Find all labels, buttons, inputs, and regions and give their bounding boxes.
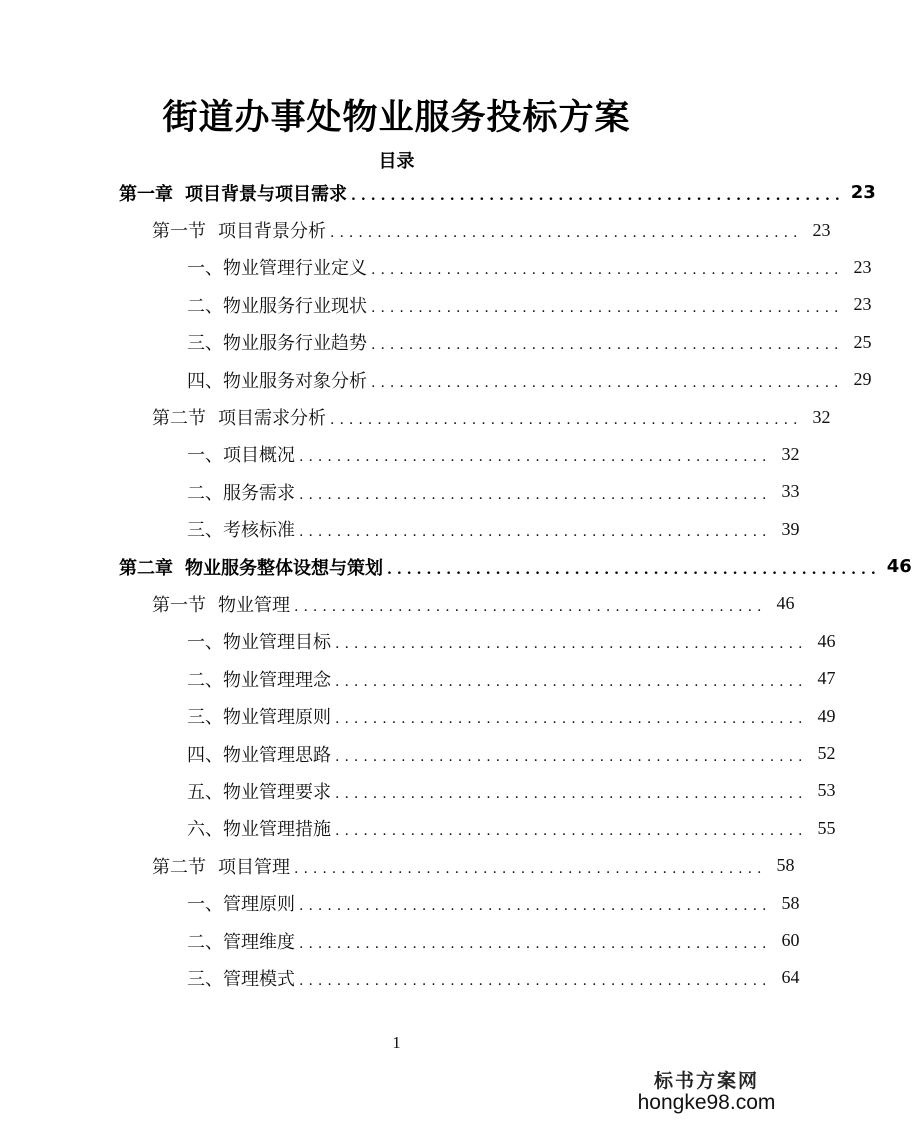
toc-entry-item[interactable] xyxy=(0,623,836,660)
toc-leader-dots: .................................................. xyxy=(371,262,844,279)
toc-entry-item[interactable] xyxy=(0,660,836,697)
toc-entry-item[interactable] xyxy=(0,772,836,809)
toc-entry-label: 三、管理模式 xyxy=(187,968,295,990)
toc-entry-item[interactable] xyxy=(0,473,800,510)
toc-leader-dots: .................................................. xyxy=(299,898,772,915)
toc-entry-label: 五、物业管理要求 xyxy=(187,781,331,803)
toc-leader-dots: .................................................. xyxy=(294,598,767,615)
toc-entry-item[interactable] xyxy=(0,361,872,398)
toc-entry-page: 49 xyxy=(817,705,836,726)
watermark-text: 标书方案网 xyxy=(653,1070,759,1092)
toc-entry-item[interactable] xyxy=(0,735,836,772)
toc-entry-page: 60 xyxy=(781,930,800,950)
watermark-url: hongke98.com xyxy=(637,1091,776,1114)
toc-entry-page: 58 xyxy=(776,855,795,876)
toc-entry-label: 二、管理维度 xyxy=(187,931,295,953)
toc-entry-chapter[interactable] xyxy=(0,548,912,585)
toc-entry-page: 23 xyxy=(850,182,876,204)
toc-entry-label: 第二节 项目管理 xyxy=(152,856,290,878)
toc-entry-label: 三、考核标准 xyxy=(187,520,295,542)
toc-entry-label: 二、物业服务行业现状 xyxy=(187,295,367,317)
toc-entry-page: 33 xyxy=(781,481,800,502)
toc-entry-label: 四、物业管理思路 xyxy=(187,744,331,766)
watermark-logo xyxy=(634,1066,779,1115)
toc-leader-dots: .................................................. xyxy=(335,785,808,802)
toc-entry-label: 三、物业服务行业趋势 xyxy=(187,333,367,355)
toc-entry-label: 一、物业管理行业定义 xyxy=(187,258,367,280)
toc-entry-page: 29 xyxy=(853,369,872,390)
toc-entry-page: 23 xyxy=(853,294,872,315)
toc-leader-dots: .................................................. xyxy=(335,748,808,765)
toc-entry-page: 46 xyxy=(776,593,795,614)
toc-entry-label: 一、物业管理目标 xyxy=(187,632,331,654)
toc-entry-page: 46 xyxy=(886,556,912,578)
toc-entry-chapter[interactable] xyxy=(0,174,876,211)
toc-entry-page: 52 xyxy=(817,743,836,764)
toc-leader-dots: .................................................. xyxy=(299,524,772,541)
toc-entry-label: 二、服务需求 xyxy=(187,482,295,504)
document-title: 街道办事处物业服务投标方案 xyxy=(162,98,631,138)
toc-leader-dots: .................................................. xyxy=(371,299,844,316)
toc-leader-dots: .................................................. xyxy=(335,823,808,840)
table-of-contents xyxy=(0,174,912,997)
toc-entry-label: 六、物业管理措施 xyxy=(187,819,331,841)
toc-heading: 目录 xyxy=(378,151,415,172)
toc-entry-page: 23 xyxy=(812,219,831,240)
toc-entry-page: 39 xyxy=(781,518,800,539)
toc-entry-item[interactable] xyxy=(0,511,800,548)
toc-entry-section[interactable] xyxy=(0,398,831,435)
toc-leader-dots: .................................................. xyxy=(335,673,808,690)
toc-leader-dots: .................................................. xyxy=(335,636,808,653)
toc-entry-item[interactable] xyxy=(0,959,800,996)
toc-entry-page: 47 xyxy=(817,668,836,689)
toc-leader-dots: .................................................. xyxy=(299,449,772,466)
toc-leader-dots: .................................................. xyxy=(299,486,772,503)
toc-entry-label: 第一节 项目背景分析 xyxy=(152,221,326,243)
toc-leader-dots: .................................................. xyxy=(387,561,881,578)
toc-entry-item[interactable] xyxy=(0,324,872,361)
toc-entry-label: 第二章 物业服务整体设想与策划 xyxy=(119,557,383,579)
toc-leader-dots: .................................................. xyxy=(299,972,772,989)
toc-leader-dots: .................................................. xyxy=(294,860,767,877)
toc-leader-dots: .................................................. xyxy=(335,711,808,728)
toc-entry-page: 64 xyxy=(781,967,800,988)
toc-leader-dots: .................................................. xyxy=(299,935,772,952)
toc-entry-item[interactable] xyxy=(0,249,872,286)
toc-leader-dots: .................................................. xyxy=(371,374,844,391)
toc-entry-label: 二、物业管理理念 xyxy=(187,669,331,691)
toc-entry-label: 四、物业服务对象分析 xyxy=(187,370,367,392)
toc-leader-dots: .................................................. xyxy=(330,412,803,429)
toc-entry-section[interactable] xyxy=(0,585,793,622)
toc-entry-page: 53 xyxy=(817,780,836,801)
toc-entry-label: 第二节 项目需求分析 xyxy=(152,408,326,430)
toc-entry-label: 第一节 物业管理 xyxy=(152,594,290,616)
toc-entry-item[interactable] xyxy=(0,697,836,734)
page-number: 1 xyxy=(392,1033,401,1052)
toc-entry-label: 一、项目概况 xyxy=(187,445,295,467)
toc-entry-page: 46 xyxy=(817,630,836,651)
toc-entry-label: 第一章 项目背景与项目需求 xyxy=(119,183,347,205)
toc-entry-page: 32 xyxy=(781,443,800,464)
toc-entry-page: 23 xyxy=(853,256,872,277)
toc-entry-item[interactable] xyxy=(0,286,872,323)
toc-leader-dots: .................................................. xyxy=(330,225,803,242)
toc-leader-dots: .................................................. xyxy=(371,337,844,354)
toc-entry-label: 三、物业管理原则 xyxy=(187,707,331,729)
toc-entry-section[interactable] xyxy=(0,847,793,884)
toc-entry-page: 32 xyxy=(812,406,831,427)
toc-leader-dots: .................................................. xyxy=(351,187,845,204)
toc-entry-section[interactable] xyxy=(0,211,831,248)
toc-entry-item[interactable] xyxy=(0,810,836,847)
toc-entry-page: 58 xyxy=(781,892,800,913)
toc-entry-item[interactable] xyxy=(0,922,800,959)
toc-entry-item[interactable] xyxy=(0,436,800,473)
toc-entry-page: 55 xyxy=(817,817,836,838)
toc-entry-item[interactable] xyxy=(0,884,800,921)
toc-entry-label: 一、管理原则 xyxy=(187,894,295,916)
toc-entry-page: 25 xyxy=(853,331,872,352)
